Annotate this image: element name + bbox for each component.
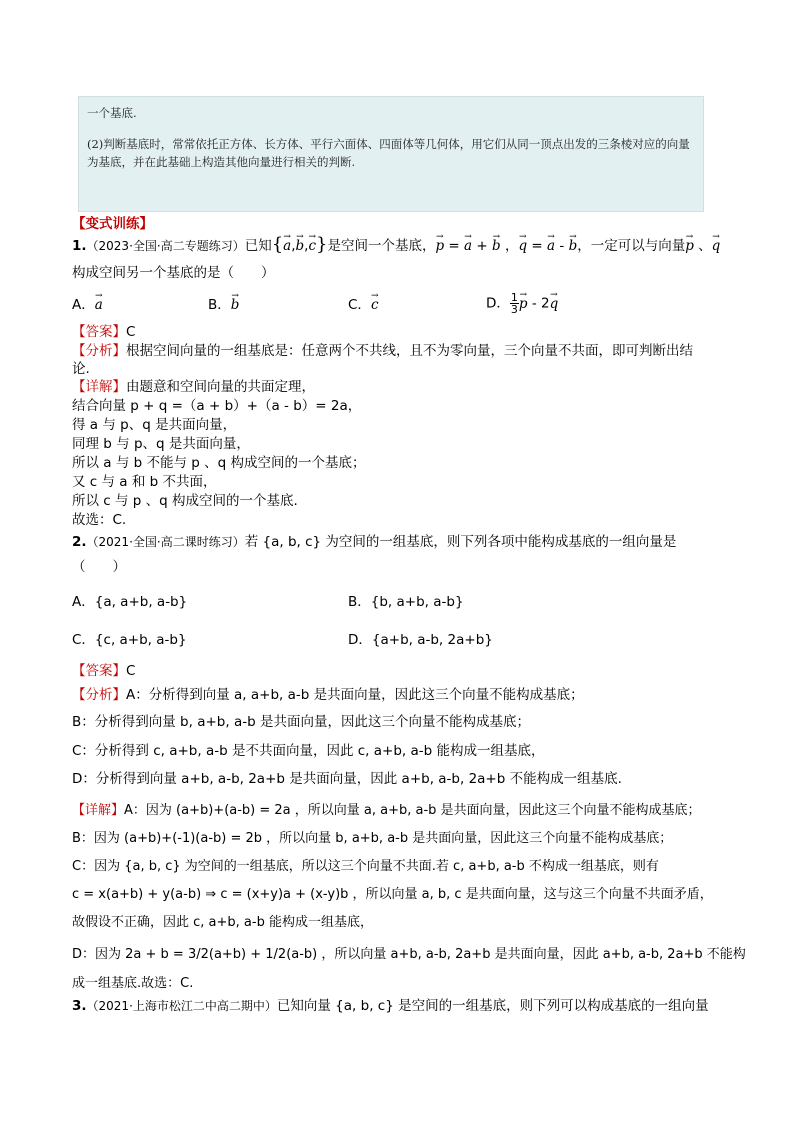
q1-detail-6: 又 c 与 a 和 b 不共面， [72, 474, 217, 490]
q1-analysis-1: 【分析】根据空间向量的一组基底是：任意两个不共线，且不为零向量，三个向量不共面，即可判断出结 [72, 343, 693, 359]
q2-stem-line-1: 2.（2021·全国·高二课时练习）若 {a, b, c} 为空间的一组基底，则下列各项中能构成基底的一组向量是 [72, 534, 677, 550]
q1-option-d: D． $\frac{1}{3}$ → p - 2→ q [486, 292, 558, 315]
q1-source: （2023·全国·高二专题练习） [86, 239, 245, 253]
q1-detail-5: 所以 a 与 b 不能与 p 、q 构成空间的一个基底； [72, 455, 366, 471]
method-tip-box [78, 96, 704, 212]
q2-analysis-4: D：分析得到向量 a+b, a-b, 2a+b 是共面向量，因此 a+b, a-b, 2a+b 不能构成一组基底. [72, 771, 622, 787]
q1-detail-1: 【详解】由题意和空间向量的共面定理， [72, 379, 315, 395]
q1-detail-4: 同理 b 与 p、q 是共面向量， [72, 436, 250, 452]
q1-option-b: B．→ b [208, 296, 239, 314]
q1-detail-3: 得 a 与 p、q 是共面向量， [72, 417, 237, 433]
q2-detail-7: 成一组基底.故选：C. [72, 976, 194, 991]
q1-option-c: C．→ c [348, 296, 379, 314]
q2-option-b: B．{b, a+b, a-b} [348, 594, 464, 610]
q2-option-a: A．{a, a+b, a-b} [72, 594, 188, 610]
q2-detail-1: 【详解】A：因为 (a+b)+(a-b) = 2a ，所以向量 a, a+b, a-b 是共面向量，因此这三个向量不能构成基底； [72, 803, 701, 818]
q2-stem-line-2: （ ） [72, 559, 126, 575]
q1-basis-set: { [271, 234, 284, 255]
q1-stem-text-b: 是空间一个基底， [327, 238, 436, 254]
q3-stem-line-1: 3.（2021·上海市松江二中高二期中）已知向量 {a, b, c} 是空间的一组基底，则下列可以构成基底的一组向量 [72, 998, 709, 1014]
q2-detail-5: 故假设不正确，因此 c, a+b, a-b 能构成一组基底， [72, 915, 373, 930]
q2-analysis-2: B：分析得到向量 b, a+b, a-b 是共面向量，因此这三个向量不能构成基底； [72, 714, 530, 730]
q2-detail-4: c = x(a+b) + y(a-b) ⇒ c = (x+y)a + (x-y)b ，所以向量 a, b, c 是共面向量，这与这三个向量不共面矛盾， [72, 887, 713, 902]
q1-number: 1. [72, 238, 87, 254]
q1-detail-7: 所以 c 与 p 、q 构成空间的一个基底. [72, 493, 298, 509]
q1-option-a: A．→ a [72, 296, 103, 314]
q1-stem-line-2: 构成空间另一个基底的是（ ） [72, 265, 275, 281]
q1-stem-line-1: 1.（2023·全国·高二专题练习）已知{→ a,→ b,→ c}是空间一个基底，→ p = → a + → b ，→ q = → a - → b，一定可以与向量→ p 、→ q [72, 236, 720, 255]
q2-analysis-1: 【分析】A：分析得到向量 a, a+b, a-b 是共面向量，因此这三个向量不能构成基底； [72, 687, 584, 703]
q1-detail-2: 结合向量 p + q =（a + b）+（a - b）= 2a， [72, 398, 362, 414]
q1-detail-8: 故选：C. [72, 512, 127, 528]
q1-stem-text-c: ，一定可以与向量 [577, 238, 686, 254]
q1-analysis-2: 论. [72, 361, 90, 377]
q2-detail-6: D：因为 2a + b = 3/2(a+b) + 1/2(a-b) ，所以向量 a+b, a-b, 2a+b 是共面向量，因此 a+b, a-b, 2a+b 不能构 [72, 947, 746, 962]
q2-answer: 【答案】C [72, 663, 136, 679]
tip-line-2: (2)判断基底时，常常依托正方体、长方体、平行六面体、四面体等几何体，用它们从同一顶点出发的三条棱对应的向量为基底，并在此基础上构造其他向量进行相关的判断. [87, 137, 690, 169]
q2-analysis-3: C：分析得到 c, a+b, a-b 是不共面向量，因此 c, a+b, a-b 能构成一组基底， [72, 743, 545, 759]
q2-detail-3: C：因为 {a, b, c} 为空间的一组基底，所以这三个向量不共面.若 c, a+b, a-b 不构成一组基底，则有 [72, 859, 659, 874]
q2-detail-2: B：因为 (a+b)+(-1)(a-b) = 2b ，所以向量 b, a+b, a-b 是共面向量，因此这三个向量不能构成基底； [72, 831, 673, 846]
q1-answer: 【答案】C [72, 324, 136, 340]
q2-option-d: D．{a+b, a-b, 2a+b} [348, 632, 493, 648]
q1-stem-text: 已知 [244, 238, 272, 254]
q2-option-c: C．{c, a+b, a-b} [72, 632, 187, 648]
tip-line-1: 一个基底. [87, 106, 137, 120]
section-title: 【变式训练】 [72, 216, 153, 232]
